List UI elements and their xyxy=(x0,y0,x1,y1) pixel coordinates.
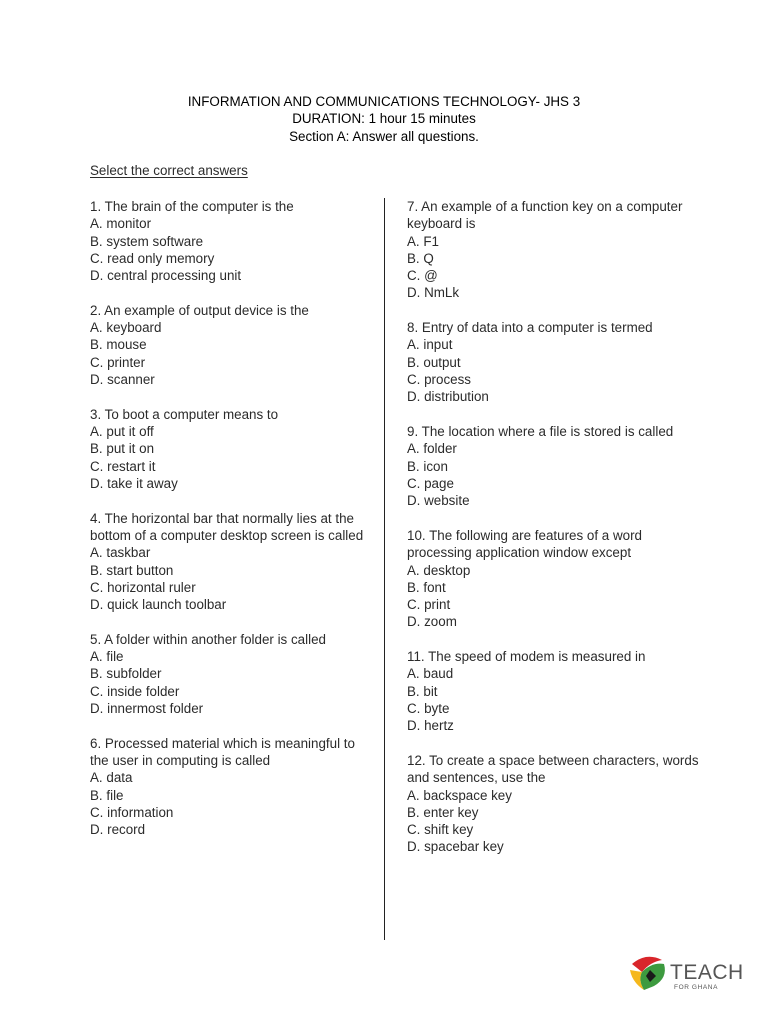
right-question-column xyxy=(407,198,707,873)
answer-option: C. printer xyxy=(90,354,146,370)
answer-option: B. Q xyxy=(407,250,434,266)
question-stem: 8. Entry of data into a computer is termed xyxy=(407,320,653,336)
section-heading: Section A: Answer all questions. xyxy=(289,128,479,144)
answer-option: D. distribution xyxy=(407,389,489,405)
answer-option: B. system software xyxy=(90,233,204,249)
instruction-text: Select the correct answers xyxy=(90,163,248,178)
document-title: INFORMATION AND COMMUNICATIONS TECHNOLOGY- JHS 3 xyxy=(187,94,581,109)
question-block xyxy=(407,648,707,734)
answer-option: C. information xyxy=(90,804,174,820)
answer-option: D. quick launch toolbar xyxy=(90,597,227,613)
answer-option: D. scanner xyxy=(90,372,155,388)
document-header xyxy=(0,93,768,145)
question-block xyxy=(90,631,375,717)
duration-line: DURATION: 1 hour 15 minutes xyxy=(292,111,476,127)
question-block xyxy=(407,423,707,509)
answer-option: A. desktop xyxy=(407,562,471,578)
question-stem: 5. A folder within another folder is called xyxy=(90,631,326,647)
question-stem: 4. The horizontal bar that normally lies at the bottom of a computer desktop screen is called xyxy=(90,510,364,543)
question-block xyxy=(90,302,375,388)
answer-option: A. put it off xyxy=(90,424,154,440)
logo-wordmark: TEACH xyxy=(670,961,744,984)
question-block xyxy=(407,198,707,302)
answer-option: B. bit xyxy=(407,683,438,699)
left-question-column xyxy=(90,198,375,856)
question-stem: 9. The location where a file is stored is called xyxy=(407,424,674,440)
answer-option: D. record xyxy=(90,822,146,838)
answer-option: C. read only memory xyxy=(90,250,215,266)
answer-option: B. output xyxy=(407,354,461,370)
answer-option: C. inside folder xyxy=(90,683,180,699)
question-stem: 10. The following are features of a word processing application window except xyxy=(407,527,642,561)
question-block xyxy=(90,406,375,492)
question-stem: 2. An example of output device is the xyxy=(90,302,309,318)
question-stem: 12. To create a space between characters, words and sentences, use the xyxy=(407,752,699,786)
answer-option: B. mouse xyxy=(90,337,147,353)
teach-for-ghana-logo-icon xyxy=(628,952,672,996)
answer-option: B. font xyxy=(407,579,446,595)
answer-option: B. icon xyxy=(407,458,448,474)
answer-option: A. file xyxy=(90,649,124,665)
answer-option: B. file xyxy=(90,787,124,803)
question-block xyxy=(407,527,707,631)
answer-option: A. data xyxy=(90,770,133,786)
answer-option: C. restart it xyxy=(90,458,156,474)
question-stem: 1. The brain of the computer is the xyxy=(90,199,294,214)
answer-option: B. enter key xyxy=(407,804,479,820)
answer-option: A. backspace key xyxy=(407,787,512,803)
question-stem: 6. Processed material which is meaningful to the user in computing is called xyxy=(90,735,355,768)
answer-option: D. central processing unit xyxy=(90,268,242,284)
answer-option: D. zoom xyxy=(407,614,457,630)
answer-option: D. hertz xyxy=(407,718,454,734)
question-block xyxy=(407,319,707,405)
logo-subtitle: FOR GHANA xyxy=(674,984,719,991)
answer-option: D. take it away xyxy=(90,475,178,491)
answer-option: A. taskbar xyxy=(90,545,151,561)
answer-option: C. process xyxy=(407,372,471,388)
answer-option: B. start button xyxy=(90,562,174,578)
answer-option: B. put it on xyxy=(90,441,155,457)
answer-option: A. input xyxy=(407,337,453,353)
question-stem: 11. The speed of modem is measured in xyxy=(407,649,646,665)
question-stem: 3. To boot a computer means to xyxy=(90,406,279,422)
answer-option: C. shift key xyxy=(407,822,474,838)
answer-option: C. horizontal ruler xyxy=(90,579,196,595)
answer-option: A. monitor xyxy=(90,216,152,232)
question-block xyxy=(90,735,375,839)
answer-option: C. page xyxy=(407,475,454,491)
answer-option: D. spacebar key xyxy=(407,839,504,855)
question-block xyxy=(90,198,375,284)
question-stem: 7. An example of a function key on a computer keyboard is xyxy=(407,199,683,232)
answer-option: A. F1 xyxy=(407,233,439,249)
answer-option: C. byte xyxy=(407,700,450,716)
answer-option: C. @ xyxy=(407,268,438,284)
answer-option: D. innermost folder xyxy=(90,700,204,716)
answer-option: A. folder xyxy=(407,441,457,457)
answer-option: B. subfolder xyxy=(90,666,162,682)
answer-option: C. print xyxy=(407,597,451,613)
answer-option: D. NmLk xyxy=(407,285,460,301)
teach-for-ghana-logo xyxy=(628,952,744,998)
answer-option: D. website xyxy=(407,493,470,509)
answer-option: A. keyboard xyxy=(90,320,162,336)
answer-option: A. baud xyxy=(407,666,454,682)
question-block xyxy=(90,510,375,614)
question-block xyxy=(407,752,707,856)
column-divider xyxy=(384,198,385,940)
